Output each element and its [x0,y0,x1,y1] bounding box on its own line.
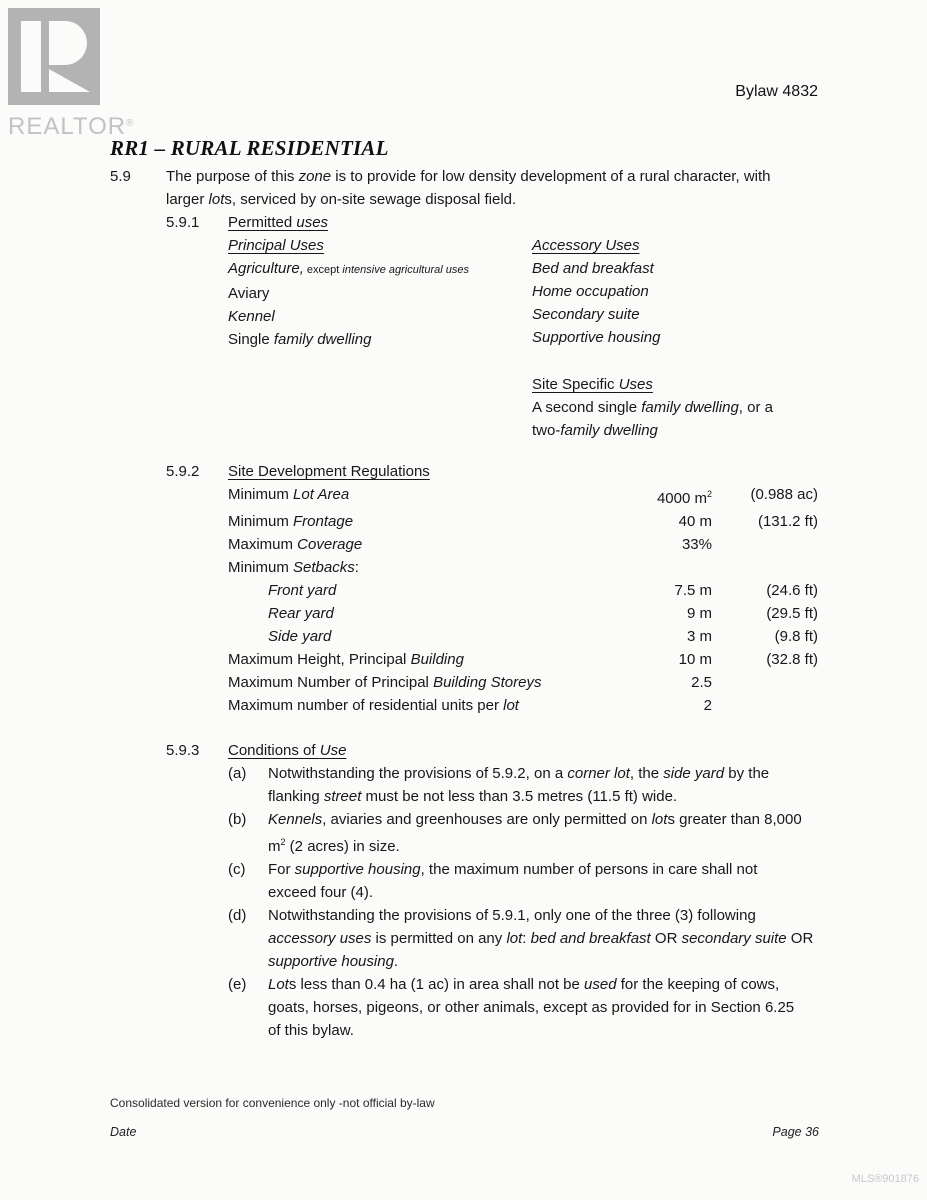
condition-letter: (d) [228,907,247,924]
regulation-row [228,648,818,671]
condition-letter: (b) [228,811,247,828]
regulation-imperial-value: (29.5 ft) [766,605,818,622]
regulation-label: Maximum Coverage [228,536,363,553]
regulation-imperial-value [712,533,818,556]
realtor-logo [8,8,135,141]
regulation-metric-value: 7.5 m [674,582,712,599]
regulation-imperial-value: (0.988 ac) [750,486,818,503]
section-5-9-3 [110,739,818,1042]
condition-line: Notwithstanding the provisions of 5.9.1, only one of the three (3) following [268,907,756,924]
regulation-label: Side yard [268,628,332,645]
condition-line: For supportive housing, the maximum number of persons in care shall not [268,861,758,878]
footer-page-number: Page 36 [772,1125,819,1139]
section-5-9-3-heading [166,739,818,762]
paragraph-line: two-family dwelling [532,422,658,439]
regulation-metric-value: 2.5 [691,674,712,691]
condition-item [228,808,818,858]
regulation-imperial-value [712,671,818,694]
condition-line: goats, horses, pigeons, or other animals, except as provided for in Section 6.25 [268,999,795,1016]
principal-uses-column [228,234,532,442]
regulation-row [228,510,818,533]
condition-letter: (c) [228,861,246,878]
regulation-label: Rear yard [268,605,334,622]
condition-line: supportive housing. [268,953,399,970]
paragraph-line: larger lots, serviced by on-site sewage disposal field. [166,191,517,208]
column-header: Accessory Uses [532,237,640,254]
permitted-uses-table [228,234,818,442]
use-item: Supportive housing [532,329,661,346]
section-text [166,165,818,211]
regulation-label: Maximum Number of Principal Building Storeys [228,674,542,691]
regulation-label: Minimum Setbacks: [228,559,359,576]
regulation-row [228,579,818,602]
use-item: Home occupation [532,283,649,300]
footer-note: Consolidated version for convenience only -not official by-law [110,1096,435,1110]
heading-text: Permitted uses [228,214,329,231]
section-5-9-2-heading [166,460,818,483]
regulation-imperial-value: (9.8 ft) [774,628,818,645]
section-number: 5.9.1 [166,214,200,231]
condition-item [228,858,818,904]
use-item: Aviary [228,285,270,302]
condition-line: accessory uses is permitted on any lot: bed and breakfast OR secondary suite OR [268,930,814,947]
regulation-metric-value [594,556,712,579]
regulation-row [228,602,818,625]
condition-letter: (e) [228,976,247,993]
regulation-imperial-value [712,556,818,579]
section-5-9 [110,165,818,211]
regulation-row [228,694,818,717]
use-item: Agriculture, except intensive agricultural uses [228,260,469,277]
regulation-metric-value: 9 m [686,605,712,622]
section-number: 5.9.3 [166,742,200,759]
regulation-row [228,483,818,510]
regulation-imperial-value: (131.2 ft) [757,513,818,530]
condition-item [228,904,818,973]
regulation-imperial-value [712,694,818,717]
accessory-uses-column [532,234,818,442]
regulation-label: Maximum number of residential units per lot [228,697,519,714]
section-number: 5.9 [110,168,131,185]
condition-item [228,973,818,1042]
regulation-label: Minimum Frontage [228,513,354,530]
paragraph-line: A second single family dwelling, or a [532,399,773,416]
regulation-row [228,556,818,579]
condition-line: Notwithstanding the provisions of 5.9.2, on a corner lot, the side yard by the [268,765,770,782]
condition-letter: (a) [228,765,247,782]
section-5-9-2 [110,460,818,717]
regulation-metric-value: 33% [681,536,712,553]
use-item: Single family dwelling [228,331,372,348]
use-item: Secondary suite [532,306,640,323]
paragraph-line: The purpose of this zone is to provide for low density development of a rural character, with [166,168,771,185]
page-title: RR1 – RURAL RESIDENTIAL [110,136,389,160]
condition-line: Kennels, aviaries and greenhouses are only permitted on lots greater than 8,000 [268,811,802,828]
regulation-row [228,625,818,648]
regulation-metric-value: 40 m [678,513,712,530]
document-body [110,165,818,1042]
realtor-r-icon [8,8,100,105]
use-item: Bed and breakfast [532,260,654,277]
condition-line: $m^2$ (2 acres) in size. [268,837,400,855]
regulation-metric-value: 3 m [686,628,712,645]
condition-line: exceed four (4). [268,884,374,901]
condition-line: Lots less than 0.4 ha (1 ac) in area shall not be used for the keeping of cows, [268,976,780,993]
regulation-imperial-value: (32.8 ft) [766,651,818,668]
heading-text: Site Development Regulations [228,463,430,480]
condition-item [228,762,818,808]
footer-date-label: Date [110,1125,137,1139]
regulation-metric-value: 10 m [678,651,712,668]
condition-line: of this bylaw. [268,1022,354,1039]
regulation-metric-value: 2 [703,697,712,714]
regulation-row [228,671,818,694]
realtor-wordmark: REALTOR® [8,113,135,140]
bylaw-reference: Bylaw 4832 [735,83,818,100]
column-header: Site Specific Uses [532,376,653,393]
heading-text: Conditions of Use [228,742,347,759]
regulation-label: Maximum Height, Principal Building [228,651,464,668]
condition-line: flanking street must be not less than 3.5 metres (11.5 ft) wide. [268,788,678,805]
regulation-label: Minimum Lot Area [228,486,350,503]
use-item: Kennel [228,308,275,325]
regulation-row [228,533,818,556]
regulation-imperial-value: (24.6 ft) [766,582,818,599]
column-header: Principal Uses [228,237,324,254]
mls-watermark: MLS®901876 [851,1173,919,1185]
regulation-metric-value: 4000 $m^2$ [656,489,712,507]
regulation-label: Front yard [268,582,337,599]
footer-row [110,1125,819,1139]
section-5-9-1-heading [166,211,818,234]
site-specific-uses [532,373,818,442]
registered-mark: ® [126,118,135,129]
section-number: 5.9.2 [166,463,200,480]
